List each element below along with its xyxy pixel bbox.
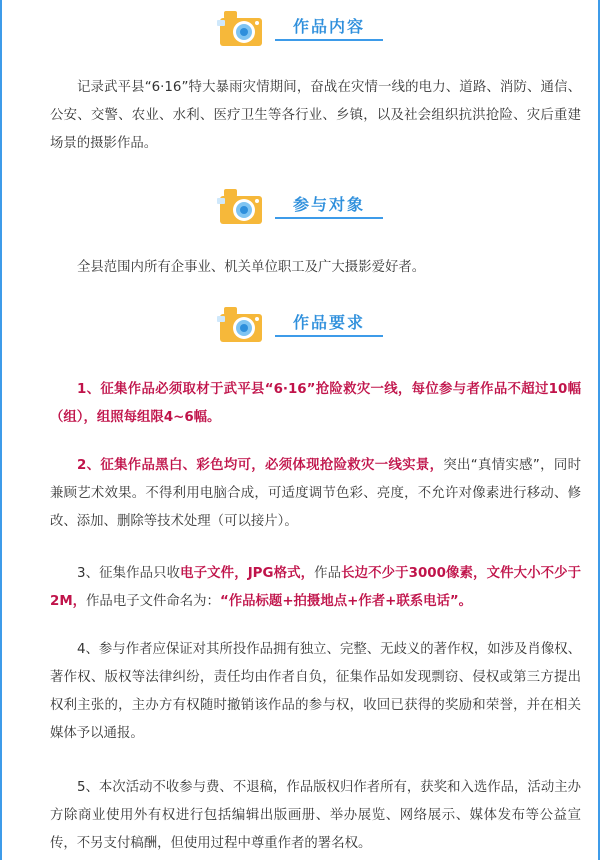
requirement-2-text: 突出“真情实感”，同时兼顾艺术效果。不得利用电脑合成，可适度调节色彩、亮度，不允许对像素进行移动、修改、添加、删除等技术处理（可以接片）。 [50, 458, 581, 529]
section-title: 作品要求 [292, 313, 365, 332]
requirement-1: 1、征集作品必须取材于武平县“6·16”抢险救灾一线，每位参与者作品不超过10幅（组），组照每组限4~6幅。 [50, 382, 581, 425]
requirement-2-highlight: 2、征集作品黑白、彩色均可，必须体现抢险救灾一线实景， [77, 458, 444, 473]
requirement-4: 4、参与作者应保证对其所投作品拥有独立、完整、无歧义的著作权，如涉及肖像权、著作权、版权等法律纠纷，责任均由作者自负，征集作品如发现剽窃、侵权或第三方提出权利主张的，主办方有权随时撤销该作品的参与权，收回已获得的奖励和荣誉，并在相关媒体予以通报。 [50, 642, 581, 741]
works-description: 记录武平县“6·16”特大暴雨灾情期间，奋战在灾情一线的电力、道路、消防、通信、公安、交警、农业、水利、医疗卫生等各行业、乡镇，以及社会组织抗洪抢险、灾后重建场景的摄影作品。 [50, 80, 581, 151]
section-title: 作品内容 [292, 17, 365, 36]
camera-icon [213, 184, 267, 230]
frame-border-left [0, 0, 2, 860]
requirement-3-naming: “作品标题+拍摄地点+作者+联系电话”。 [219, 594, 473, 609]
section-header-participants [213, 184, 388, 230]
title-underline [275, 217, 383, 219]
requirement-3 [50, 560, 581, 616]
requirement-3-text-e: 作品电子文件命名为： [86, 594, 220, 609]
requirement-3-text-c: 作品 [314, 566, 342, 581]
requirement-3-format: 电子文件，JPG格式， [180, 566, 315, 581]
section-header-requirements [213, 302, 388, 348]
title-underline [275, 39, 383, 41]
title-underline [275, 335, 383, 337]
participants-description: 全县范围内所有企事业、机关单位职工及广大摄影爱好者。 [77, 260, 426, 275]
requirement-3-size: 长边不少于3000像素，文件大小不少于2M， [50, 566, 581, 609]
requirement-3-text-a: 3、征集作品只收 [77, 566, 181, 581]
requirement-2 [50, 452, 581, 536]
section-header-works [213, 6, 388, 52]
camera-icon [213, 302, 267, 348]
camera-icon [213, 6, 267, 52]
requirement-5: 5、本次活动不收参与费、不退稿，作品版权归作者所有，获奖和入选作品，活动主办方除商业使用外有权进行包括编辑出版画册、举办展览、网络展示、媒体发布等公益宣传，不另支付稿酬，但使用过程中尊重作者的署名权。 [50, 780, 581, 851]
section-title: 参与对象 [292, 195, 365, 214]
